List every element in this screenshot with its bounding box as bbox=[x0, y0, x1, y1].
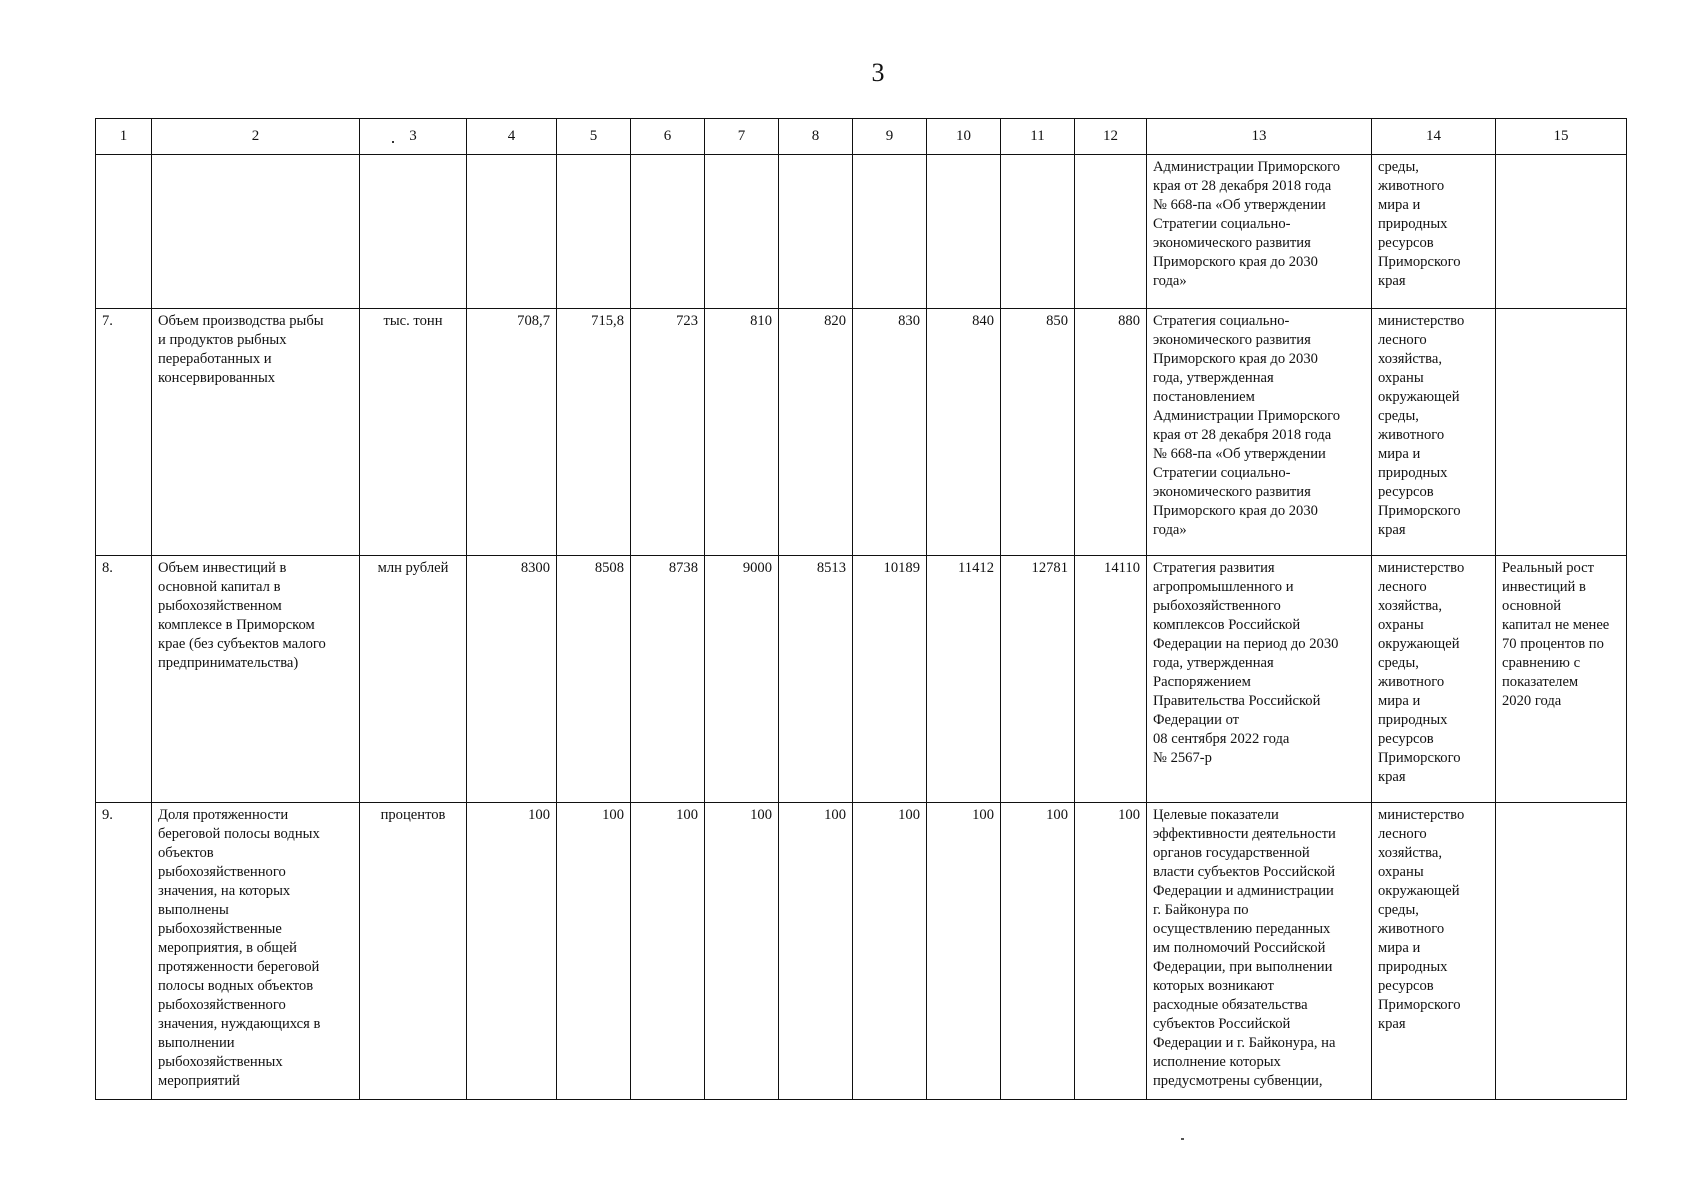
source-document: Администрации Приморского края от 28 декабря 2018 года № 668-па «Об утверждении Стратегии социально- экономического развития Приморского края до 2030 года» bbox=[1147, 155, 1372, 309]
value-cell: 11412 bbox=[927, 556, 1001, 803]
source-document: Целевые показатели эффективности деятельности органов государственной власти субъектов Российской Федерации и администрации г. Байконура по осуществлению переданных им полномочий Российской Федерации, при выполнении которых возникают расходные обязательства субъектов Российской Федерации и г. Байконура, на исполнение которых предусмотрены субвенции, bbox=[1147, 803, 1372, 1100]
indicator-name: Объем производства рыбы и продуктов рыбных переработанных и консервированных bbox=[152, 309, 360, 556]
header-col-2: 2 bbox=[152, 119, 360, 155]
header-col-8: 8 bbox=[779, 119, 853, 155]
value-cell bbox=[779, 155, 853, 309]
value-cell bbox=[557, 155, 631, 309]
value-cell: 100 bbox=[927, 803, 1001, 1100]
note-cell bbox=[1496, 309, 1627, 556]
header-col-1: 1 bbox=[96, 119, 152, 155]
table-row bbox=[96, 155, 1627, 309]
value-cell: 9000 bbox=[705, 556, 779, 803]
value-cell: 810 bbox=[705, 309, 779, 556]
header-col-4: 4 bbox=[467, 119, 557, 155]
note-cell bbox=[1496, 155, 1627, 309]
header-col-12: 12 bbox=[1075, 119, 1147, 155]
unit-cell bbox=[360, 155, 467, 309]
value-cell: 10189 bbox=[853, 556, 927, 803]
indicators-table bbox=[95, 118, 1627, 1100]
value-cell bbox=[1075, 155, 1147, 309]
header-col-14: 14 bbox=[1372, 119, 1496, 155]
unit-cell: процентов bbox=[360, 803, 467, 1100]
row-number: 8. bbox=[96, 556, 152, 803]
value-cell: 14110 bbox=[1075, 556, 1147, 803]
row-number: 9. bbox=[96, 803, 152, 1100]
responsible-body: министерство лесного хозяйства, охраны окружающей среды, животного мира и природных ресурсов Приморского края bbox=[1372, 803, 1496, 1100]
value-cell: 8300 bbox=[467, 556, 557, 803]
table-row bbox=[96, 309, 1627, 556]
indicator-name: Объем инвестиций в основной капитал в рыбохозяйственном комплексе в Приморском крае (без субъектов малого предпринимательства) bbox=[152, 556, 360, 803]
value-cell: 8508 bbox=[557, 556, 631, 803]
value-cell: 100 bbox=[557, 803, 631, 1100]
table-row bbox=[96, 556, 1627, 803]
header-col-5: 5 bbox=[557, 119, 631, 155]
header-col-6: 6 bbox=[631, 119, 705, 155]
value-cell: 100 bbox=[705, 803, 779, 1100]
header-col-7: 7 bbox=[705, 119, 779, 155]
note-cell: Реальный рост инвестиций в основной капитал не менее 70 процентов по сравнению с показателем 2020 года bbox=[1496, 556, 1627, 803]
value-cell: 880 bbox=[1075, 309, 1147, 556]
value-cell bbox=[853, 155, 927, 309]
header-col-15: 15 bbox=[1496, 119, 1627, 155]
value-cell: 12781 bbox=[1001, 556, 1075, 803]
value-cell: 840 bbox=[927, 309, 1001, 556]
value-cell: 708,7 bbox=[467, 309, 557, 556]
value-cell: 100 bbox=[779, 803, 853, 1100]
value-cell: 8513 bbox=[779, 556, 853, 803]
value-cell: 100 bbox=[467, 803, 557, 1100]
value-cell bbox=[631, 155, 705, 309]
responsible-body: среды, животного мира и природных ресурсов Приморского края bbox=[1372, 155, 1496, 309]
row-number: 7. bbox=[96, 309, 152, 556]
value-cell: 100 bbox=[1075, 803, 1147, 1100]
value-cell: 8738 bbox=[631, 556, 705, 803]
responsible-body: министерство лесного хозяйства, охраны окружающей среды, животного мира и природных ресурсов Приморского края bbox=[1372, 309, 1496, 556]
scan-speck bbox=[1181, 1138, 1184, 1140]
table-row bbox=[96, 803, 1627, 1100]
note-cell bbox=[1496, 803, 1627, 1100]
header-col-9: 9 bbox=[853, 119, 927, 155]
value-cell: 100 bbox=[631, 803, 705, 1100]
source-document: Стратегия развития агропромышленного и рыбохозяйственного комплексов Российской Федерации на период до 2030 года, утвержденная Распоряжением Правительства Российской Федерации от 08 сентября 2022 года № 2567-р bbox=[1147, 556, 1372, 803]
page-number: 3 bbox=[871, 58, 885, 87]
source-document: Стратегия социально- экономического развития Приморского края до 2030 года, утвержденная постановлением Администрации Приморского края от 28 декабря 2018 года № 668-па «Об утверждении Стратегии социально- экономического развития Приморского края до 2030 года» bbox=[1147, 309, 1372, 556]
unit-cell: млн рублей bbox=[360, 556, 467, 803]
value-cell: 723 bbox=[631, 309, 705, 556]
value-cell: 100 bbox=[853, 803, 927, 1100]
unit-cell: тыс. тонн bbox=[360, 309, 467, 556]
header-col-3: 3 bbox=[360, 119, 467, 155]
value-cell: 715,8 bbox=[557, 309, 631, 556]
value-cell bbox=[467, 155, 557, 309]
value-cell bbox=[1001, 155, 1075, 309]
row-number bbox=[96, 155, 152, 309]
value-cell: 100 bbox=[1001, 803, 1075, 1100]
indicator-name bbox=[152, 155, 360, 309]
header-col-13: 13 bbox=[1147, 119, 1372, 155]
value-cell: 850 bbox=[1001, 309, 1075, 556]
value-cell: 820 bbox=[779, 309, 853, 556]
value-cell: 830 bbox=[853, 309, 927, 556]
indicator-name: Доля протяженности береговой полосы водных объектов рыбохозяйственного значения, на которых выполнены рыбохозяйственные мероприятия, в общей протяженности береговой полосы водных объектов рыбохозяйственного значения, нуждающихся в выполнении рыбохозяйственных мероприятий bbox=[152, 803, 360, 1100]
header-col-11: 11 bbox=[1001, 119, 1075, 155]
value-cell bbox=[705, 155, 779, 309]
header-col-10: 10 bbox=[927, 119, 1001, 155]
responsible-body: министерство лесного хозяйства, охраны окружающей среды, животного мира и природных ресурсов Приморского края bbox=[1372, 556, 1496, 803]
header-row bbox=[96, 119, 1627, 155]
value-cell bbox=[927, 155, 1001, 309]
